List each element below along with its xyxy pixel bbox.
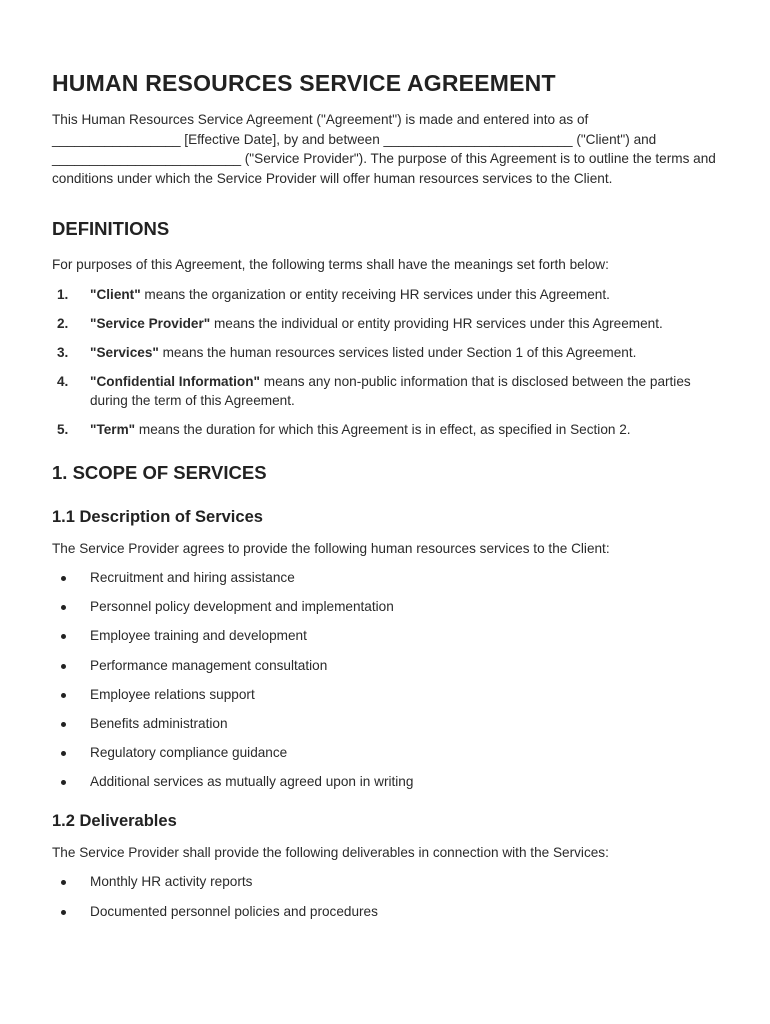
definition-term: "Term" [90, 422, 136, 437]
list-item-text: Personnel policy development and implementation [90, 599, 394, 615]
definition-item [52, 420, 718, 440]
list-number: 3. [57, 344, 69, 360]
list-item-text: Additional services as mutually agreed upon in writing [90, 774, 414, 790]
definition-item [52, 314, 718, 334]
bullet-icon [61, 664, 66, 669]
definition-text: means the human resources services listed under Section 1 of this Agreement. [158, 344, 637, 360]
bullet-icon [61, 880, 66, 885]
list-item [52, 772, 718, 792]
list-item [52, 626, 718, 646]
list-number: 1. [57, 286, 69, 302]
list-number: 2. [57, 315, 69, 331]
list-item-text: Monthly HR activity reports [90, 874, 253, 890]
definition-text: means the duration for which this Agreement is in effect, as specified in Section 2. [135, 422, 631, 437]
deliverables-list [52, 872, 718, 921]
services-list [52, 568, 718, 792]
definition-term: "Client" [90, 286, 141, 302]
list-item [52, 902, 718, 922]
definitions-heading: DEFINITIONS [52, 218, 170, 239]
bullet-icon [61, 780, 66, 785]
definitions-lead: For purposes of this Agreement, the following terms shall have the meanings set forth below: [52, 257, 609, 272]
deliverables-lead: The Service Provider shall provide the following deliverables in connection with the Services: [52, 844, 609, 860]
intro-paragraph: This Human Resources Service Agreement ("Agreement") is made and entered into as of _________________ [Effective Date], by and between _________________________ ("Client") and _________________________ ("Service Provider"). The purpose of this Agreement is to outline the terms and conditions under which the Service Provider will offer human resources services to the Client. [52, 112, 716, 186]
list-item [52, 568, 718, 588]
scope-heading: 1. SCOPE OF SERVICES [52, 461, 267, 483]
definitions-list [52, 285, 718, 440]
description-heading: 1.1 Description of Services [52, 507, 263, 526]
definition-term: "Services" [90, 344, 159, 360]
definition-item [52, 372, 718, 411]
list-item-text: Benefits administration [90, 715, 228, 731]
document-title: HUMAN RESOURCES SERVICE AGREEMENT [52, 70, 556, 96]
bullet-icon [61, 605, 66, 610]
list-item [52, 714, 718, 734]
definition-item [52, 285, 718, 305]
list-item-text: Recruitment and hiring assistance [90, 570, 295, 585]
bullet-icon [61, 634, 66, 639]
list-item-text: Regulatory compliance guidance [90, 745, 288, 761]
list-item-text: Documented personnel policies and procedures [90, 903, 378, 919]
definition-text: means any non-public information that is disclosed between the parties during the term of this Agreement. [90, 373, 691, 408]
bullet-icon [61, 693, 66, 698]
definition-item [52, 343, 718, 363]
list-item-text: Performance management consultation [90, 657, 328, 673]
definition-text: means the organization or entity receiving HR services under this Agreement. [140, 286, 610, 302]
bullet-icon [61, 910, 66, 915]
deliverables-heading: 1.2 Deliverables [52, 811, 177, 830]
definition-term: "Service Provider" [90, 315, 211, 331]
list-item [52, 872, 718, 892]
definition-text: means the individual or entity providing HR services under this Agreement. [210, 315, 663, 331]
list-item-text: Employee training and development [90, 628, 307, 644]
list-item [52, 656, 718, 676]
list-item [52, 597, 718, 617]
list-item [52, 743, 718, 763]
description-lead: The Service Provider agrees to provide the following human resources services to the Client: [52, 540, 610, 556]
bullet-icon [61, 722, 66, 727]
list-item [52, 685, 718, 705]
definition-term: "Confidential Information" [90, 373, 260, 389]
list-number: 4. [57, 373, 69, 389]
bullet-icon [61, 576, 66, 581]
list-number: 5. [57, 422, 69, 437]
list-item-text: Employee relations support [90, 686, 255, 702]
bullet-icon [61, 751, 66, 756]
